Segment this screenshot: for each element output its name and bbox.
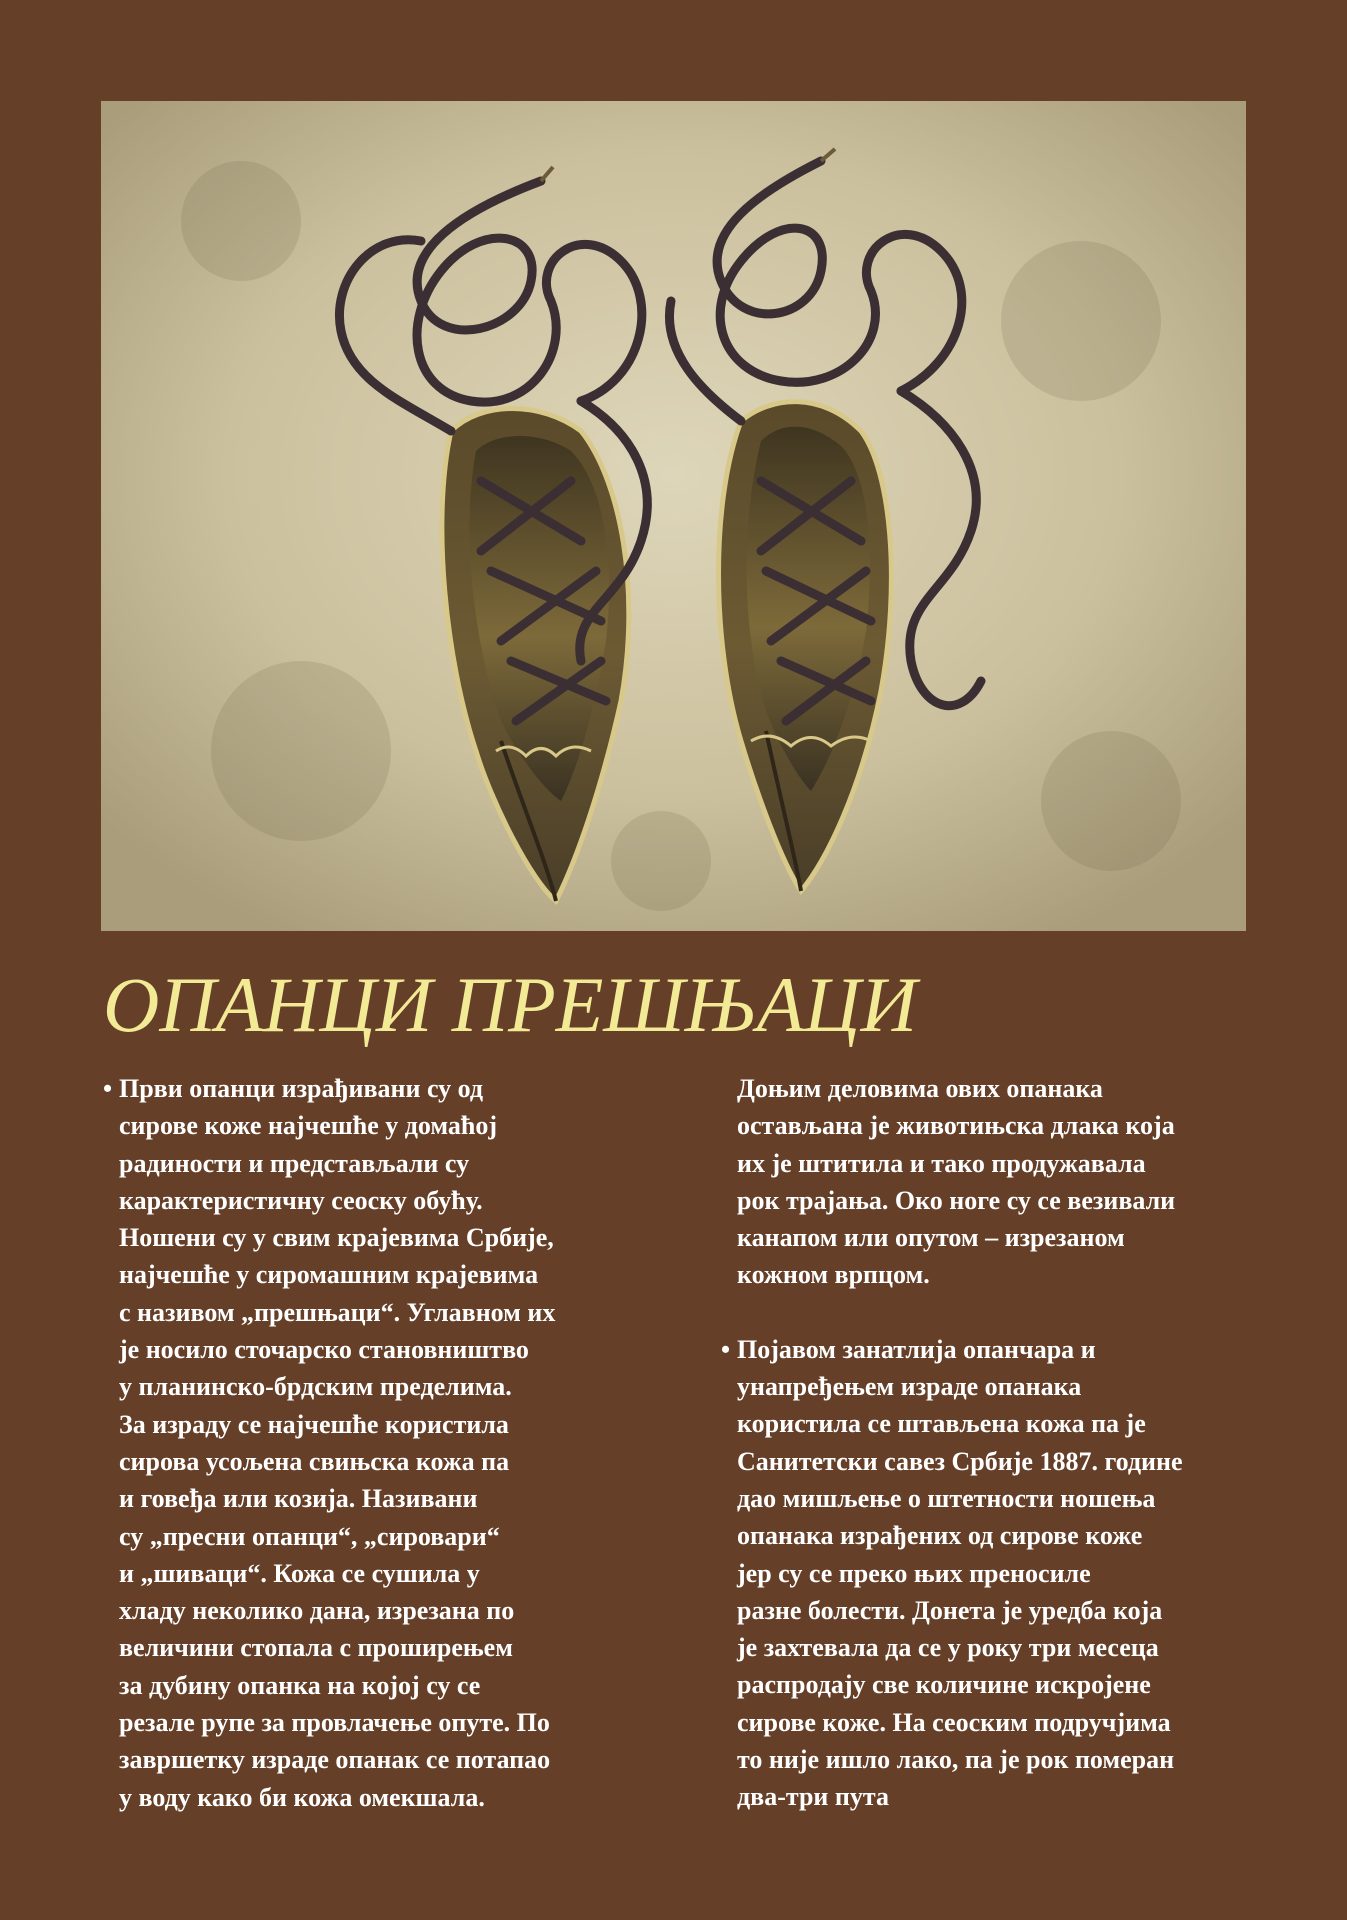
text-line: радиности и представљали су — [119, 1148, 470, 1178]
text-line: два-три пута — [737, 1782, 889, 1812]
text-line: рок трајања. Око ноге су се везивали — [737, 1185, 1176, 1215]
text-line: најчешће у сиромашним крајевима — [119, 1260, 539, 1290]
text-line: их је штитила и тако продужавала — [737, 1148, 1146, 1178]
text-line: карактеристичну сеоску обућу. — [119, 1185, 483, 1215]
text-line: у воду како би кожа омекшала. — [119, 1782, 485, 1812]
text-line: сирове коже. На сеоским подручјима — [737, 1707, 1171, 1737]
text-line: кожном врпцом. — [737, 1260, 930, 1290]
paragraph-gap — [721, 1294, 1261, 1331]
paragraph-sanitary — [721, 1331, 1261, 1816]
text-line: хладу неколико дана, изрезана по — [119, 1596, 515, 1626]
text-line: је захтевала да се у року три месеца — [737, 1633, 1159, 1663]
bullet-icon: • — [103, 1074, 113, 1103]
text-line: је носило сточарско становништво — [119, 1335, 529, 1365]
text-line: и говеђа или козија. Називани — [119, 1484, 478, 1514]
text-line: Доњим деловима ових опанака — [737, 1074, 1103, 1103]
text-line: дао мишљење о штетности ношења — [737, 1483, 1156, 1513]
text-line: за дубину опанка на којој су се — [119, 1670, 481, 1700]
text-line: Санитетски савез Србије 1887. године — [737, 1446, 1183, 1476]
text-line: Појавом занатлија опанчара и — [737, 1334, 1096, 1364]
text-line: распродају све количине искројене — [737, 1670, 1151, 1700]
left-column — [103, 1070, 643, 1816]
text-line: величини стопала с проширењем — [119, 1633, 513, 1663]
text-line: завршетку израде опанак се потапао — [119, 1745, 551, 1775]
text-line: опанака израђених од сирове коже — [737, 1521, 1143, 1551]
text-line: сирове коже најчешће у домаћој — [119, 1111, 498, 1141]
text-line: резале рупе за провлачење опуте. По — [119, 1708, 550, 1738]
text-line: то није ишло лако, па је рок померан — [737, 1745, 1175, 1775]
text-line: с називом „прешњаци“. Углавном их — [119, 1297, 556, 1327]
text-line: За израду се најчешће користила — [119, 1409, 509, 1439]
paragraph-continuation — [721, 1070, 1261, 1294]
text-line: у планинско-брдским пределима. — [119, 1372, 512, 1402]
opanci-photo — [101, 101, 1246, 931]
text-line: остављана је животињска длака која — [737, 1111, 1175, 1141]
paragraph-intro — [103, 1070, 643, 1816]
text-line: канапом или опутом – изрезаном — [737, 1223, 1125, 1253]
text-line: користила се штављена кожа па је — [737, 1409, 1146, 1439]
page-title: ОПАНЦИ ПРЕШЊАЦИ — [103, 961, 917, 1048]
text-line: јер су се преко њих преносилe — [737, 1558, 1091, 1588]
text-line: унапређењем израде опанака — [737, 1372, 1082, 1402]
text-line: и „шиваци“. Кожа се сушила у — [119, 1558, 480, 1588]
text-line: Први опанци израђивани су од — [119, 1074, 484, 1103]
text-line: разне болести. Донета је уредба која — [737, 1595, 1163, 1625]
right-column — [721, 1070, 1261, 1816]
text-line: су „пресни опанци“, „сировари“ — [119, 1521, 500, 1551]
text-line: сирова усољена свињска кожа па — [119, 1446, 510, 1476]
text-line: Ношени су у свим крајевима Србије, — [119, 1223, 554, 1253]
bullet-icon: • — [721, 1334, 731, 1364]
